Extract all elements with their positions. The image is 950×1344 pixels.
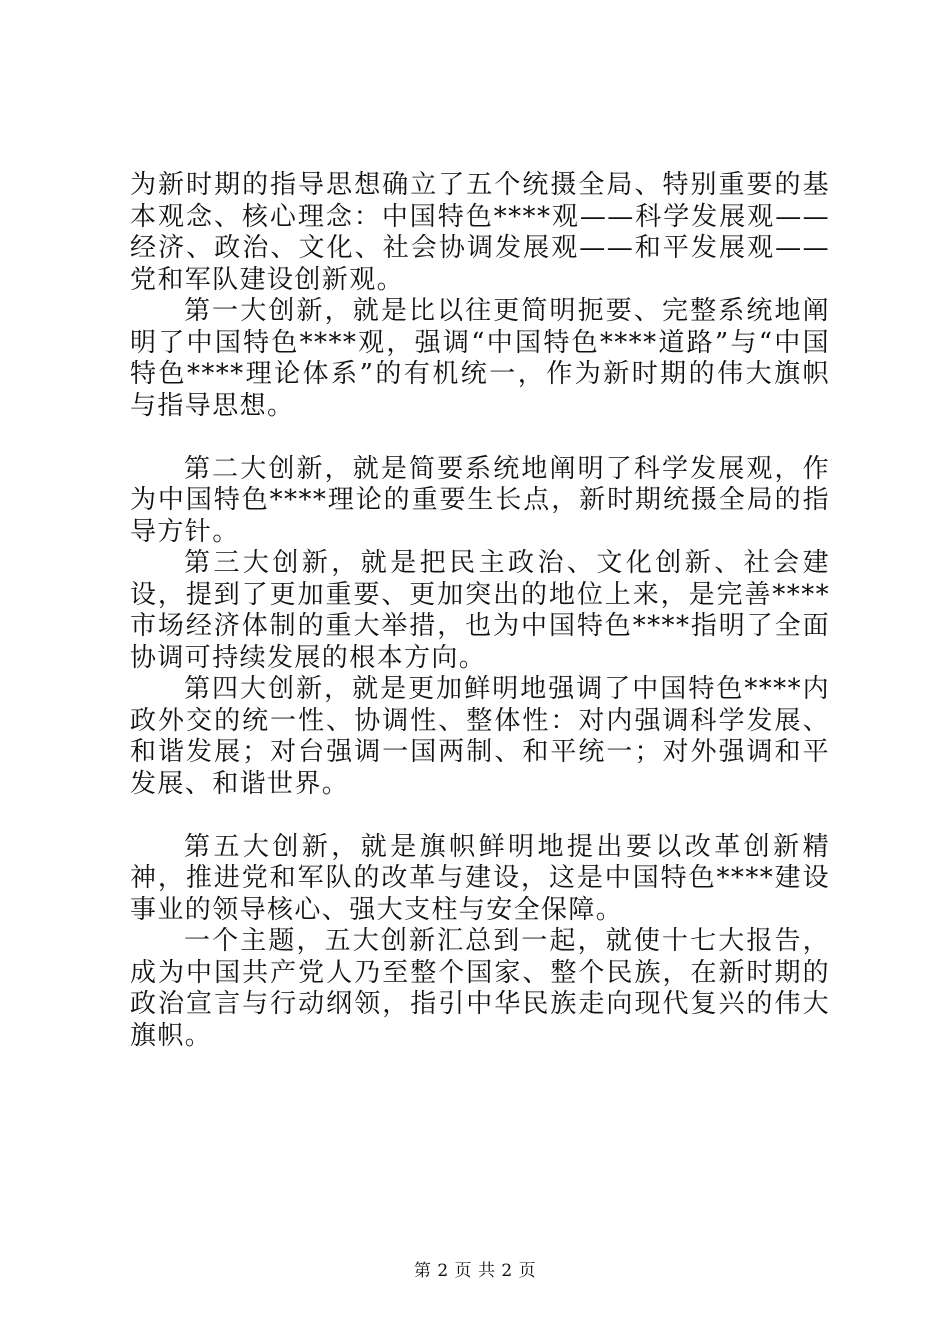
paragraph-innovation-1: 第一大创新，就是比以往更简明扼要、完整系统地阐明了中国特色****观，强调“中国特色****道路”与“中国特色****理论体系”的有机统一，作为新时期的伟大旗帜与指导思想。 (130, 296, 830, 421)
paragraph-innovation-2: 第二大创新，就是简要系统地阐明了科学发展观，作为中国特色****理论的重要生长点，新时期统摄全局的指导方针。 (130, 453, 830, 547)
paragraph-innovation-5: 第五大创新，就是旗帜鲜明地提出要以改革创新精神，推进党和军队的改革与建设，这是中国特色****建设事业的领导核心、强大支柱与安全保障。 (130, 831, 830, 925)
paragraph-innovation-4: 第四大创新，就是更加鲜明地强调了中国特色****内政外交的统一性、协调性、整体性：对内强调科学发展、和谐发展；对台强调一国两制、和平统一；对外强调和平发展、和谐世界。 (130, 674, 830, 799)
paragraph-innovation-3: 第三大创新，就是把民主政治、文化创新、社会建设，提到了更加重要、更加突出的地位上来，是完善****市场经济体制的重大举措，也为中国特色****指明了全面协调可持续发展的根本方向。 (130, 548, 830, 673)
paragraph-continuation: 为新时期的指导思想确立了五个统摄全局、特别重要的基本观念、核心理念：中国特色****观——科学发展观——经济、政治、文化、社会协调发展观——和平发展观——党和军队建设创新观。 (130, 170, 830, 295)
page-number-footer: 第 2 页 共 2 页 (413, 1261, 537, 1281)
document-body (130, 170, 830, 1052)
paragraph-summary: 一个主题，五大创新汇总到一起，就使十七大报告，成为中国共产党人乃至整个国家、整个民族，在新时期的政治宣言与行动纲领，指引中华民族走向现代复兴的伟大旗帜。 (130, 926, 830, 1051)
